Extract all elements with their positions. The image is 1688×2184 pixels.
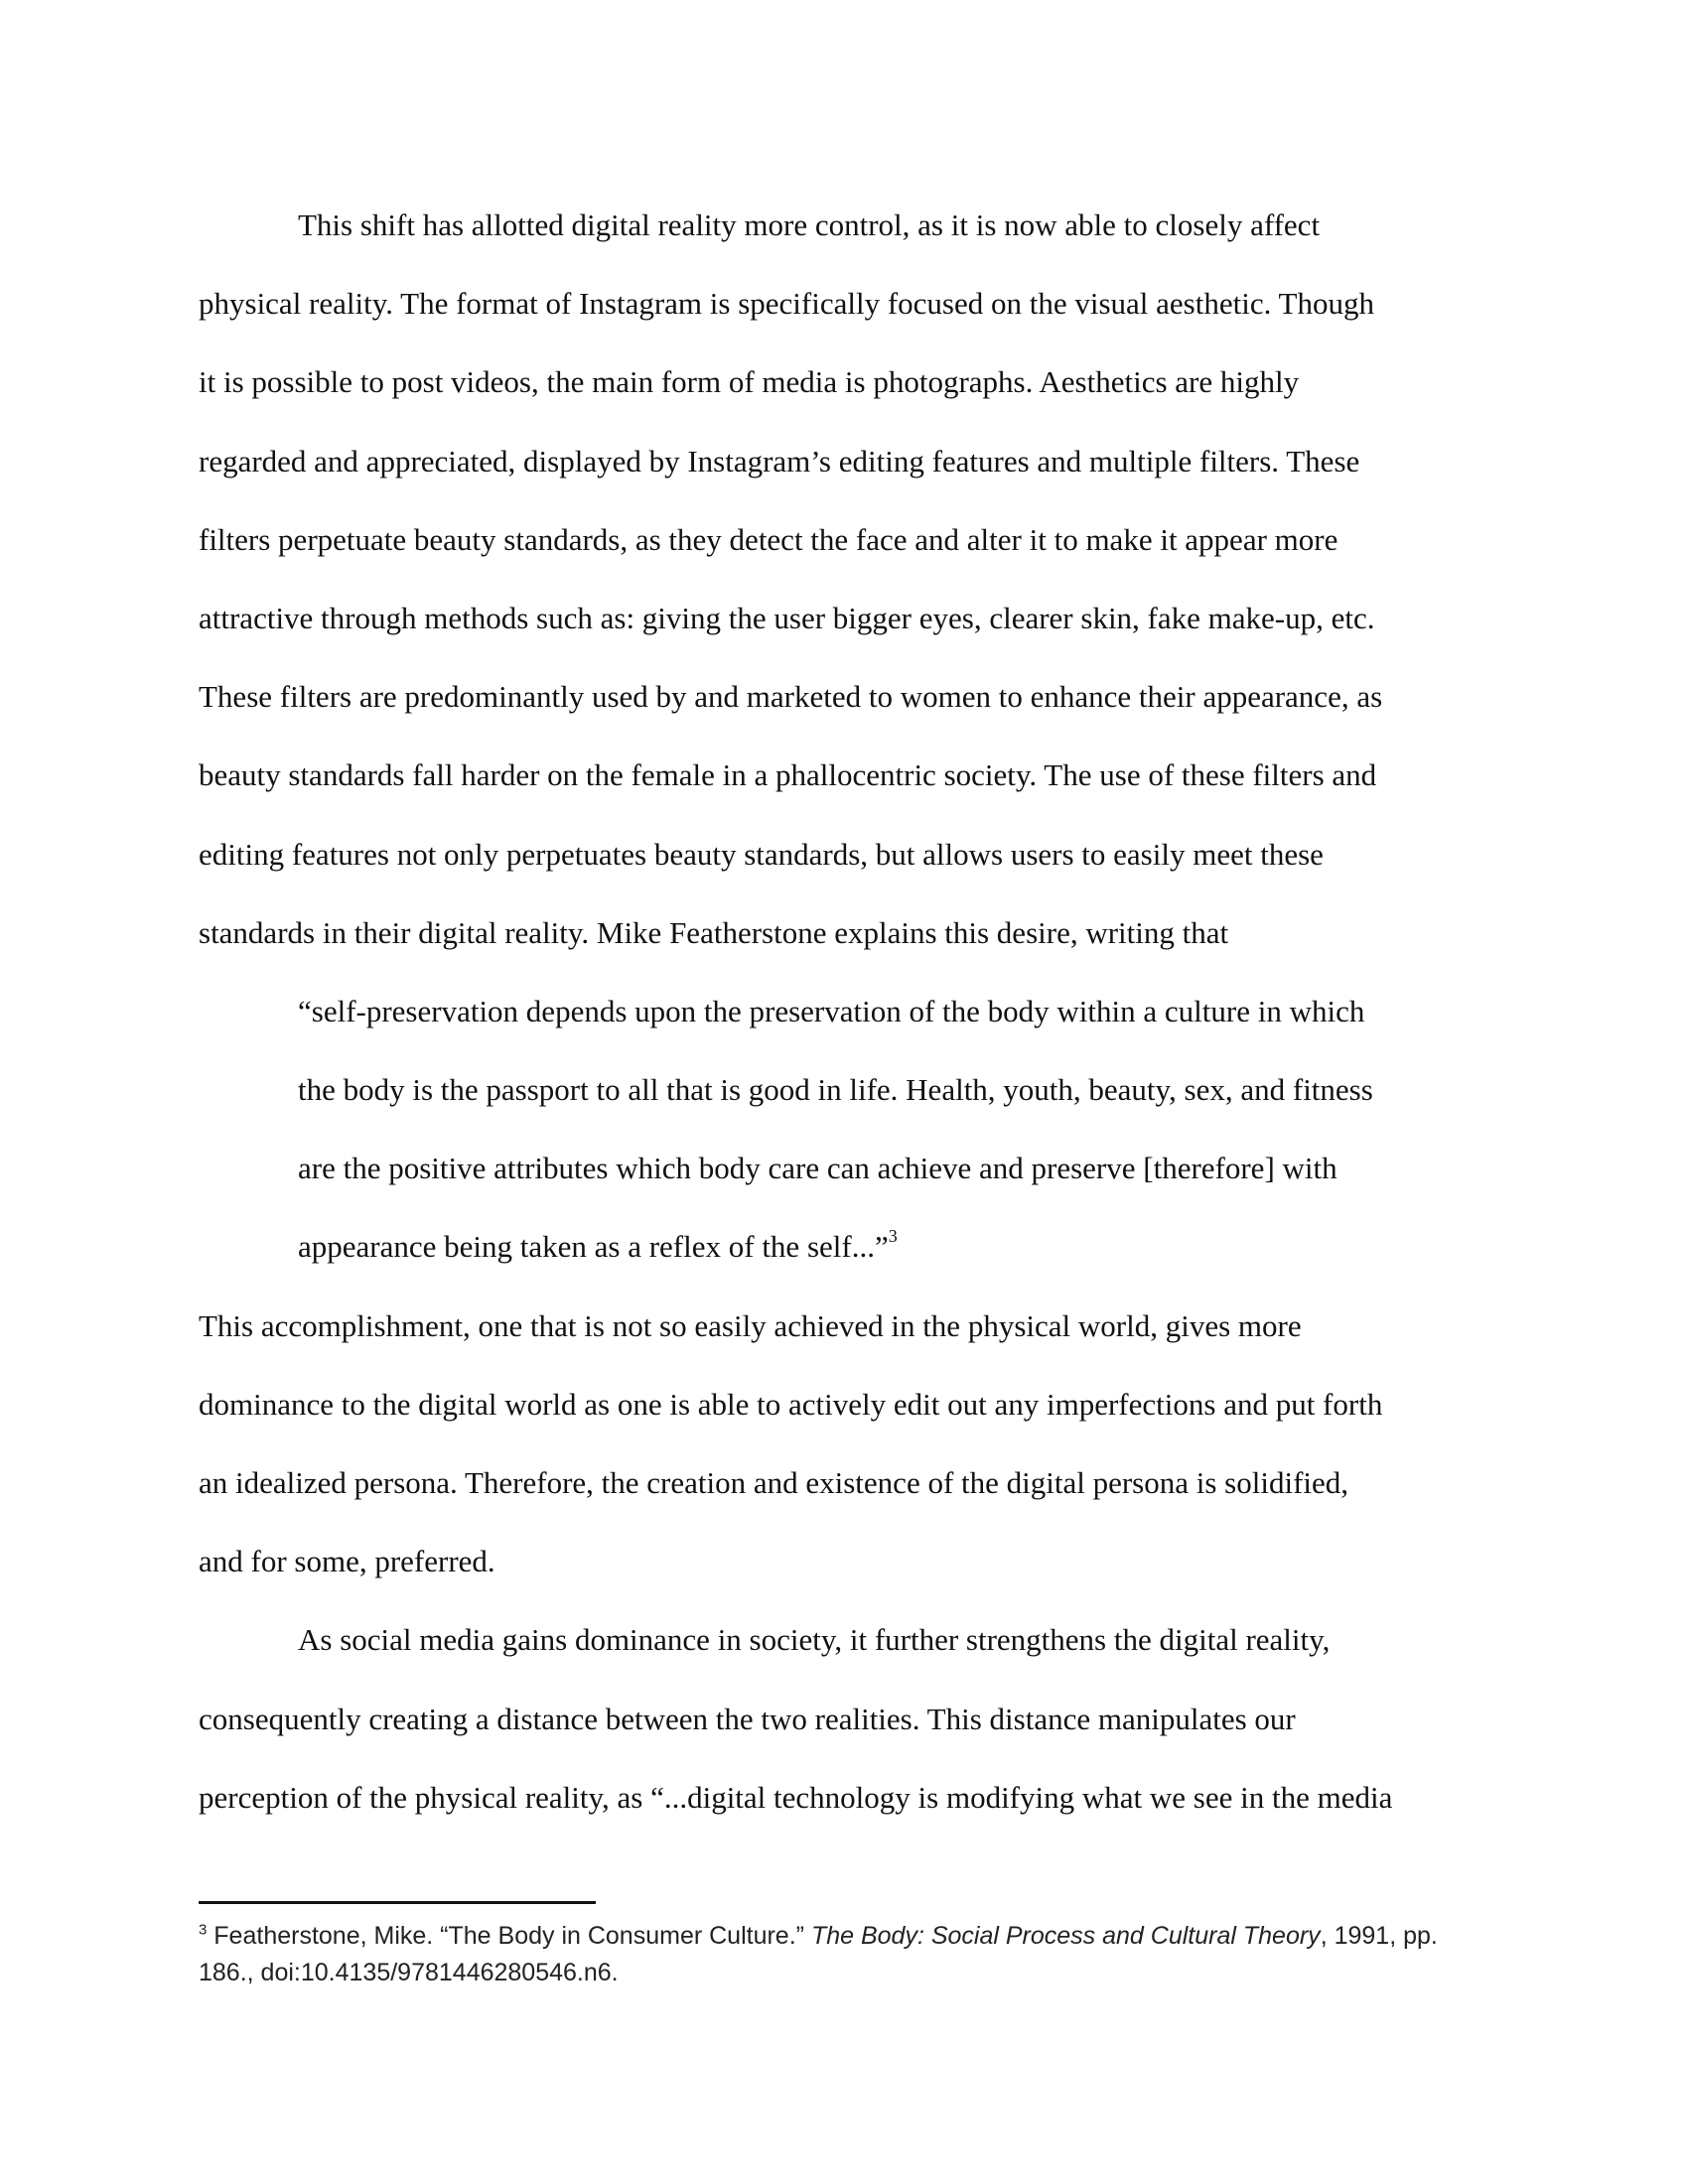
quote-line: the body is the passport to all that is good in life. Health, youth, beauty, sex, and fitness <box>298 1072 1373 1108</box>
paragraph-line: editing features not only perpetuates beauty standards, but allows users to easily meet these <box>199 836 1324 872</box>
paragraph-line: and for some, preferred. <box>199 1544 495 1579</box>
quote-line-text: appearance being taken as a reflex of the self...” <box>298 1229 889 1265</box>
paragraph-line: beauty standards fall harder on the female in a phallocentric society. The use of these filters and <box>199 757 1377 793</box>
paragraph-line: perception of the physical reality, as “...digital technology is modifying what we see in the media <box>199 1779 1393 1815</box>
paragraph-line: This shift has allotted digital reality more control, as it is now able to closely affect <box>298 207 1321 242</box>
block-quote <box>199 972 1499 1287</box>
paragraph-line: dominance to the digital world as one is able to actively edit out any imperfections and put forth <box>199 1386 1383 1422</box>
paragraph-line: it is possible to post videos, the main form of media is photographs. Aesthetics are highly <box>199 364 1300 400</box>
paragraph-1 <box>199 186 1499 972</box>
paragraph-line: As social media gains dominance in society, it further strengthens the digital reality, <box>298 1622 1331 1658</box>
paragraph-2 <box>199 1287 1499 1601</box>
footnote-separator <box>199 1901 596 1904</box>
footnote-source-title: The Body: Social Process and Cultural Theory <box>810 1922 1321 1950</box>
paragraph-line: regarded and appreciated, displayed by Instagram’s editing features and multiple filters. These <box>199 443 1360 478</box>
quote-line: “self-preservation depends upon the preservation of the body within a culture in which <box>298 993 1365 1028</box>
footnote-citation: Featherstone, Mike. “The Body in Consumer Culture.” <box>207 1922 811 1950</box>
paragraph-line: filters perpetuate beauty standards, as they detect the face and alter it to make it appear more <box>199 521 1338 557</box>
paragraph-line: These filters are predominantly used by and marketed to women to enhance their appearance, as <box>199 679 1383 715</box>
body-text <box>199 186 1499 1837</box>
footnote <box>199 1918 1499 1991</box>
footnote-citation-tail: , 1991, pp. <box>1320 1922 1438 1950</box>
footnote-line-1 <box>199 1918 1499 1955</box>
paragraph-line: This accomplishment, one that is not so easily achieved in the physical world, gives more <box>199 1307 1302 1343</box>
paragraph-line: physical reality. The format of Instagram is specifically focused on the visual aesthetic. Though <box>199 286 1374 322</box>
paragraph-line: attractive through methods such as: giving the user bigger eyes, clearer skin, fake make-up, etc. <box>199 600 1375 635</box>
paragraph-3 <box>199 1600 1499 1837</box>
footnote-number: 3 <box>199 1921 208 1939</box>
footnote-reference[interactable]: 3 <box>888 1226 898 1247</box>
paragraph-line: consequently creating a distance between the two realities. This distance manipulates our <box>199 1701 1296 1736</box>
paragraph-line: an idealized persona. Therefore, the creation and existence of the digital persona is solidified, <box>199 1465 1349 1500</box>
quote-line: are the positive attributes which body care can achieve and preserve [therefore] with <box>298 1151 1337 1186</box>
quote-line-last <box>199 1207 1499 1286</box>
paragraph-line: standards in their digital reality. Mike Featherstone explains this desire, writing that <box>199 914 1229 950</box>
footnote-line-2: 186., doi:10.4135/9781446280546.n6. <box>199 1959 619 1986</box>
